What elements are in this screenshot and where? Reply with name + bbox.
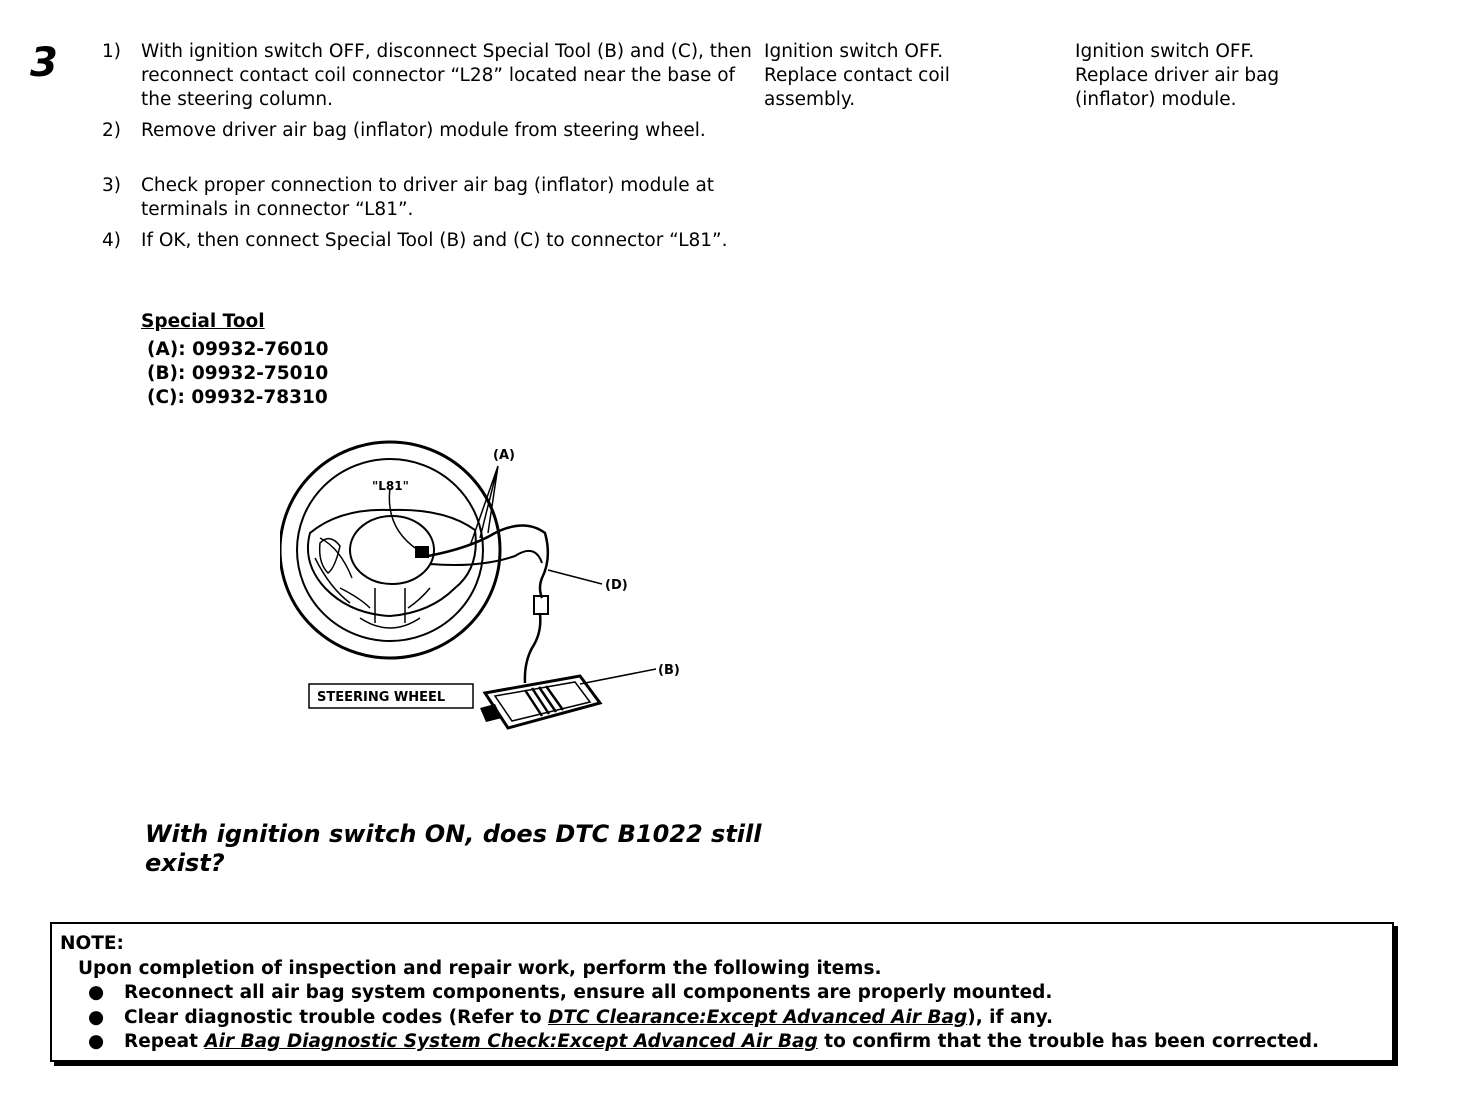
- label-b-leader: [580, 669, 656, 684]
- wheel-spoke-left: [315, 538, 352, 603]
- wheel-outer-rim: [280, 442, 500, 658]
- special-tool-b-plug: [480, 704, 502, 722]
- no-result-column: [1075, 40, 1375, 112]
- note-item-text-pre: Clear diagnostic trouble codes (Refer to: [124, 1006, 549, 1028]
- special-tool-item: (B): 09932-75010: [147, 363, 329, 384]
- harness-connector: [534, 596, 548, 614]
- bullet-icon: ●: [88, 1006, 105, 1028]
- list-item: [60, 981, 1384, 1006]
- connector-l81: [415, 546, 429, 558]
- step-index: 4): [102, 230, 121, 251]
- list-item: [102, 40, 752, 112]
- list-item: [102, 174, 752, 222]
- note-item-text-post: to confirm that the trouble has been corrected.: [817, 1031, 1319, 1052]
- yes-result-line: Ignition switch OFF.: [764, 41, 944, 62]
- bullet-icon: ●: [88, 1031, 105, 1052]
- step-text: Check proper connection to driver air bag (inflator) module at terminals in connector “L81”.: [141, 175, 715, 220]
- dtc-clearance-link[interactable]: DTC Clearance:Except Advanced Air Bag: [548, 1006, 968, 1028]
- check-question: With ignition switch ON, does DTC B1022 still exist?: [145, 820, 762, 877]
- special-tool-block: [141, 310, 328, 410]
- step-text: Remove driver air bag (inflator) module from steering wheel.: [141, 120, 706, 141]
- label-b: (B): [658, 663, 680, 678]
- note-item-text: [124, 1006, 1053, 1031]
- step-index: 2): [102, 120, 121, 141]
- note-item-text: [124, 1030, 1319, 1055]
- no-result-line: Replace driver air bag: [1075, 65, 1280, 86]
- yes-result-column: [764, 40, 1054, 112]
- list-item: [60, 1006, 1384, 1031]
- wheel-hub: [308, 510, 476, 616]
- label-d-leader: [548, 570, 602, 584]
- note-box: [50, 922, 1394, 1062]
- step-text: With ignition switch OFF, disconnect Special Tool (B) and (C), then reconnect contact coil connector “L28” located near the base of the steering column.: [141, 41, 752, 110]
- label-steering-wheel: STEERING WHEEL: [317, 690, 446, 705]
- steering-wheel-diagram: [280, 438, 710, 758]
- yes-result-line: assembly.: [764, 89, 856, 110]
- step-index: 3): [102, 175, 121, 196]
- note-item-text-post: ), if any.: [967, 1006, 1054, 1028]
- note-intro: Upon completion of inspection and repair work, perform the following items.: [78, 957, 882, 979]
- l81-leader: [389, 488, 418, 550]
- note-heading: NOTE:: [60, 933, 124, 954]
- no-result-line: Ignition switch OFF.: [1075, 41, 1255, 62]
- yes-result-line: Replace contact coil: [764, 65, 950, 86]
- special-tool-item: (A): 09932-76010: [147, 339, 329, 360]
- special-tool-title: Special Tool: [141, 311, 265, 332]
- step-number: 3: [30, 40, 58, 86]
- note-item-text: Reconnect all air bag system components, ensure all components are properly mounted.: [124, 982, 1053, 1003]
- note-item-text-pre: Repeat: [124, 1031, 205, 1052]
- label-d: (D): [605, 578, 628, 593]
- step-text: If OK, then connect Special Tool (B) and (C) to connector “L81”.: [141, 230, 728, 251]
- label-a: (A): [493, 448, 515, 463]
- step-list: [102, 40, 752, 260]
- bullet-icon: ●: [88, 982, 105, 1003]
- no-result-line: (inflator) module.: [1075, 89, 1237, 110]
- step-index: 1): [102, 41, 121, 62]
- diagnostic-system-check-link[interactable]: Air Bag Diagnostic System Check:Except Advanced Air Bag: [204, 1031, 818, 1052]
- special-tool-item: (C): 09932-78310: [147, 387, 328, 408]
- harness-cable-lower: [525, 614, 540, 683]
- list-item: [102, 229, 752, 253]
- label-l81: "L81": [372, 479, 409, 493]
- list-item: [102, 119, 752, 143]
- list-item: [60, 1030, 1384, 1055]
